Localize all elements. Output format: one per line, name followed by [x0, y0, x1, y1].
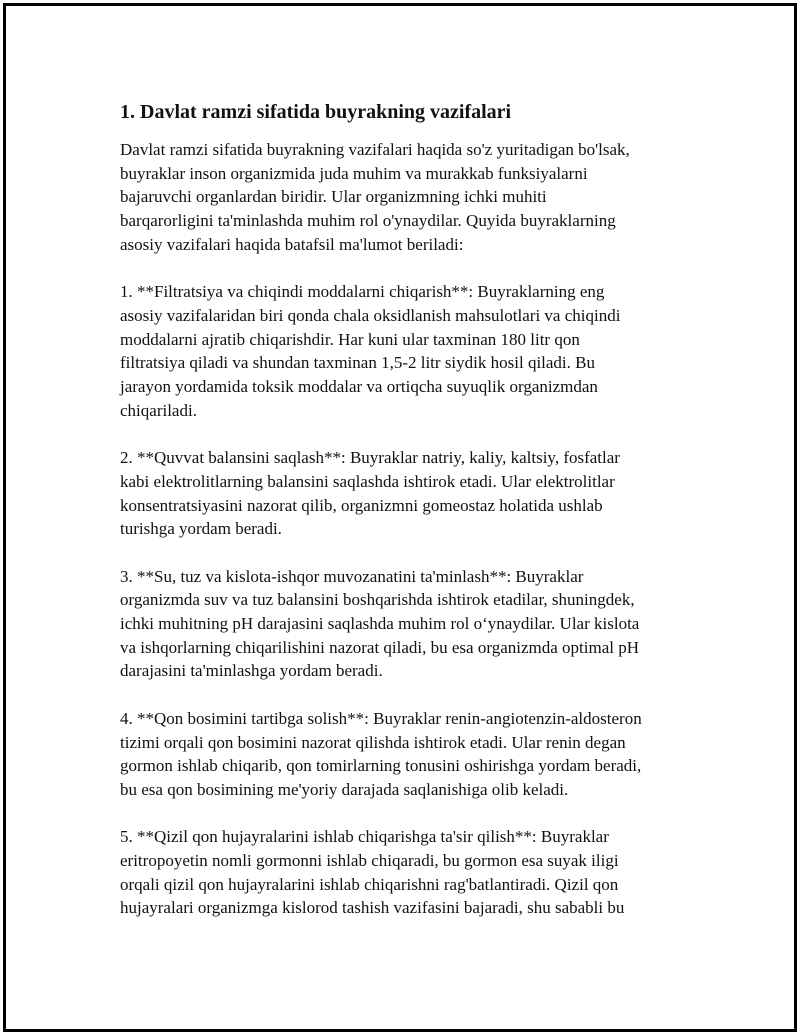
- text-line: ichki muhitning pH darajasini saqlashda muhim rol o‘ynaydilar. Ular kislota: [120, 614, 640, 634]
- list-item-3-paragraph: [120, 565, 720, 684]
- text-line: asosiy vazifalari haqida batafsil ma'lumot beriladi:: [120, 234, 464, 254]
- text-line: barqarorligini ta'minlashda muhim rol o'ynaydilar. Quyida buyraklarning: [120, 211, 616, 231]
- text-line: tizimi orqali qon bosimini nazorat qilishda ishtirok etadi. Ular renin degan: [120, 732, 626, 752]
- text-line: orqali qizil qon hujayralarini ishlab chiqarishni rag'batlantiradi. Qizil qon: [120, 874, 619, 894]
- list-item-5-paragraph: [120, 825, 720, 920]
- document-body: [120, 98, 720, 944]
- text-line: va ishqorlarning chiqarilishini nazorat qiladi, bu esa organizmda optimal pH: [120, 637, 639, 657]
- text-line: Davlat ramzi sifatida buyrakning vazifalari haqida so'z yuritadigan bo'lsak,: [120, 140, 630, 159]
- text-line: 3. **Su, tuz va kislota-ishqor muvozanatini ta'minlash**: Buyraklar: [120, 566, 584, 586]
- list-item-2-paragraph: [120, 446, 720, 541]
- text-line: 4. **Qon bosimini tartibga solish**: Buyraklar renin-angiotenzin-aldosteron: [120, 708, 642, 728]
- text-line: eritropoyetin nomli gormonni ishlab chiqaradi, bu gormon esa suyak iligi: [120, 851, 619, 871]
- text-line: darajasini ta'minlashga yordam beradi.: [120, 661, 383, 681]
- text-line: organizmda suv va tuz balansini boshqarishda ishtirok etadilar, shuningdek,: [120, 590, 635, 610]
- text-line: bu esa qon bosimining me'yoriy darajada saqlanishiga olib keladi.: [120, 779, 569, 799]
- text-line: chiqariladi.: [120, 400, 197, 420]
- text-line: jarayon yordamida toksik moddalar va ortiqcha suyuqlik organizmdan: [120, 377, 598, 397]
- text-line: buyraklar inson organizmida juda muhim va murakkab funksiyalarni: [120, 163, 588, 183]
- text-line: konsentratsiyasini nazorat qilib, organizmni gomeostaz holatida ushlab: [120, 495, 603, 515]
- text-line: gormon ishlab chiqarib, qon tomirlarning tonusini oshirishga yordam beradi,: [120, 756, 642, 776]
- list-item-1-paragraph: [120, 280, 720, 422]
- text-line: kabi elektrolitlarning balansini saqlashda ishtirok etadi. Ular elektrolitlar: [120, 471, 615, 491]
- text-line: filtratsiya qiladi va shundan taxminan 1,5-2 litr siydik hosil qiladi. Bu: [120, 353, 595, 373]
- page-frame: [3, 3, 797, 1032]
- text-line: bajaruvchi organlardan biridir. Ular organizmning ichki muhiti: [120, 187, 547, 207]
- intro-paragraph: [120, 138, 720, 257]
- text-line: asosiy vazifalaridan biri qonda chala oksidlanish mahsulotlari va chiqindi: [120, 305, 621, 325]
- text-line: turishga yordam beradi.: [120, 519, 282, 539]
- text-line: moddalarni ajratib chiqarishdir. Har kuni ular taxminan 180 litr qon: [120, 329, 580, 349]
- text-line: 5. **Qizil qon hujayralarini ishlab chiqarishga ta'sir qilish**: Buyraklar: [120, 827, 609, 847]
- text-line: hujayralari organizmga kislorod tashish vazifasini bajaradi, shu sababli bu: [120, 898, 625, 918]
- text-line: 1. **Filtratsiya va chiqindi moddalarni chiqarish**: Buyraklarning eng: [120, 282, 605, 302]
- text-line: 2. **Quvvat balansini saqlash**: Buyraklar natriy, kaliy, kaltsiy, fosfatlar: [120, 448, 620, 468]
- list-item-4-paragraph: [120, 707, 720, 802]
- document-title: 1. Davlat ramzi sifatida buyrakning vazifalari: [120, 101, 512, 123]
